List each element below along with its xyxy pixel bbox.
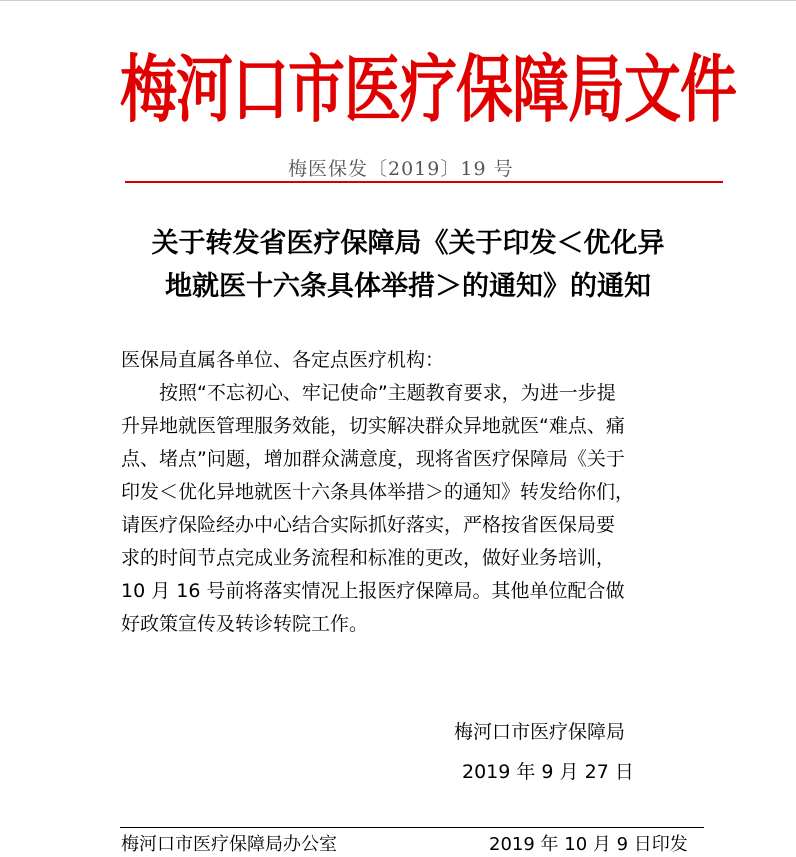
document-header-title: 梅河口市医疗保障局文件 — [120, 46, 736, 133]
heading-line-1: 关于转发省医疗保障局《关于印发＜优化异 — [151, 228, 665, 259]
page-top-border — [0, 0, 796, 1]
document-number: 梅医保发〔2019〕19 号 — [288, 158, 514, 180]
heading-line-2: 地就医十六条具体举措＞的通知》的通知 — [165, 271, 651, 302]
body-line: 升异地就医管理服务效能，切实解决群众异地就医“难点、痛 — [121, 415, 625, 437]
body-line: 按照“不忘初心、牢记使命”主题教育要求，为进一步提 — [159, 382, 616, 404]
body-line: 点、堵点”问题，增加群众满意度，现将省医疗保障局《关于 — [121, 448, 625, 470]
body-line: 请医疗保险经办中心结合实际抓好落实，严格按省医保局要 — [121, 514, 616, 536]
salutation: 医保局直属各单位、各定点医疗机构： — [121, 349, 445, 371]
document-heading — [108, 222, 708, 308]
signature-date: 2019 年 9 月 27 日 — [462, 761, 634, 783]
document-body — [121, 344, 691, 641]
footer-print-date: 2019 年 10 月 9 日印发 — [489, 834, 688, 855]
body-line: 印发＜优化异地就医十六条具体举措＞的通知》转发给你们， — [121, 481, 635, 503]
footer-rule — [120, 827, 704, 828]
footer-office: 梅河口市医疗保障局办公室 — [121, 834, 337, 855]
signature-organization: 梅河口市医疗保障局 — [454, 721, 626, 743]
body-line: 求的时间节点完成业务流程和标准的更改，做好业务培训， — [121, 547, 616, 569]
body-line: 10 月 16 号前将落实情况上报医疗保障局。其他单位配合做 — [121, 580, 625, 602]
body-line: 好政策宣传及转诊转院工作。 — [121, 613, 369, 635]
header-red-rule — [125, 181, 723, 183]
